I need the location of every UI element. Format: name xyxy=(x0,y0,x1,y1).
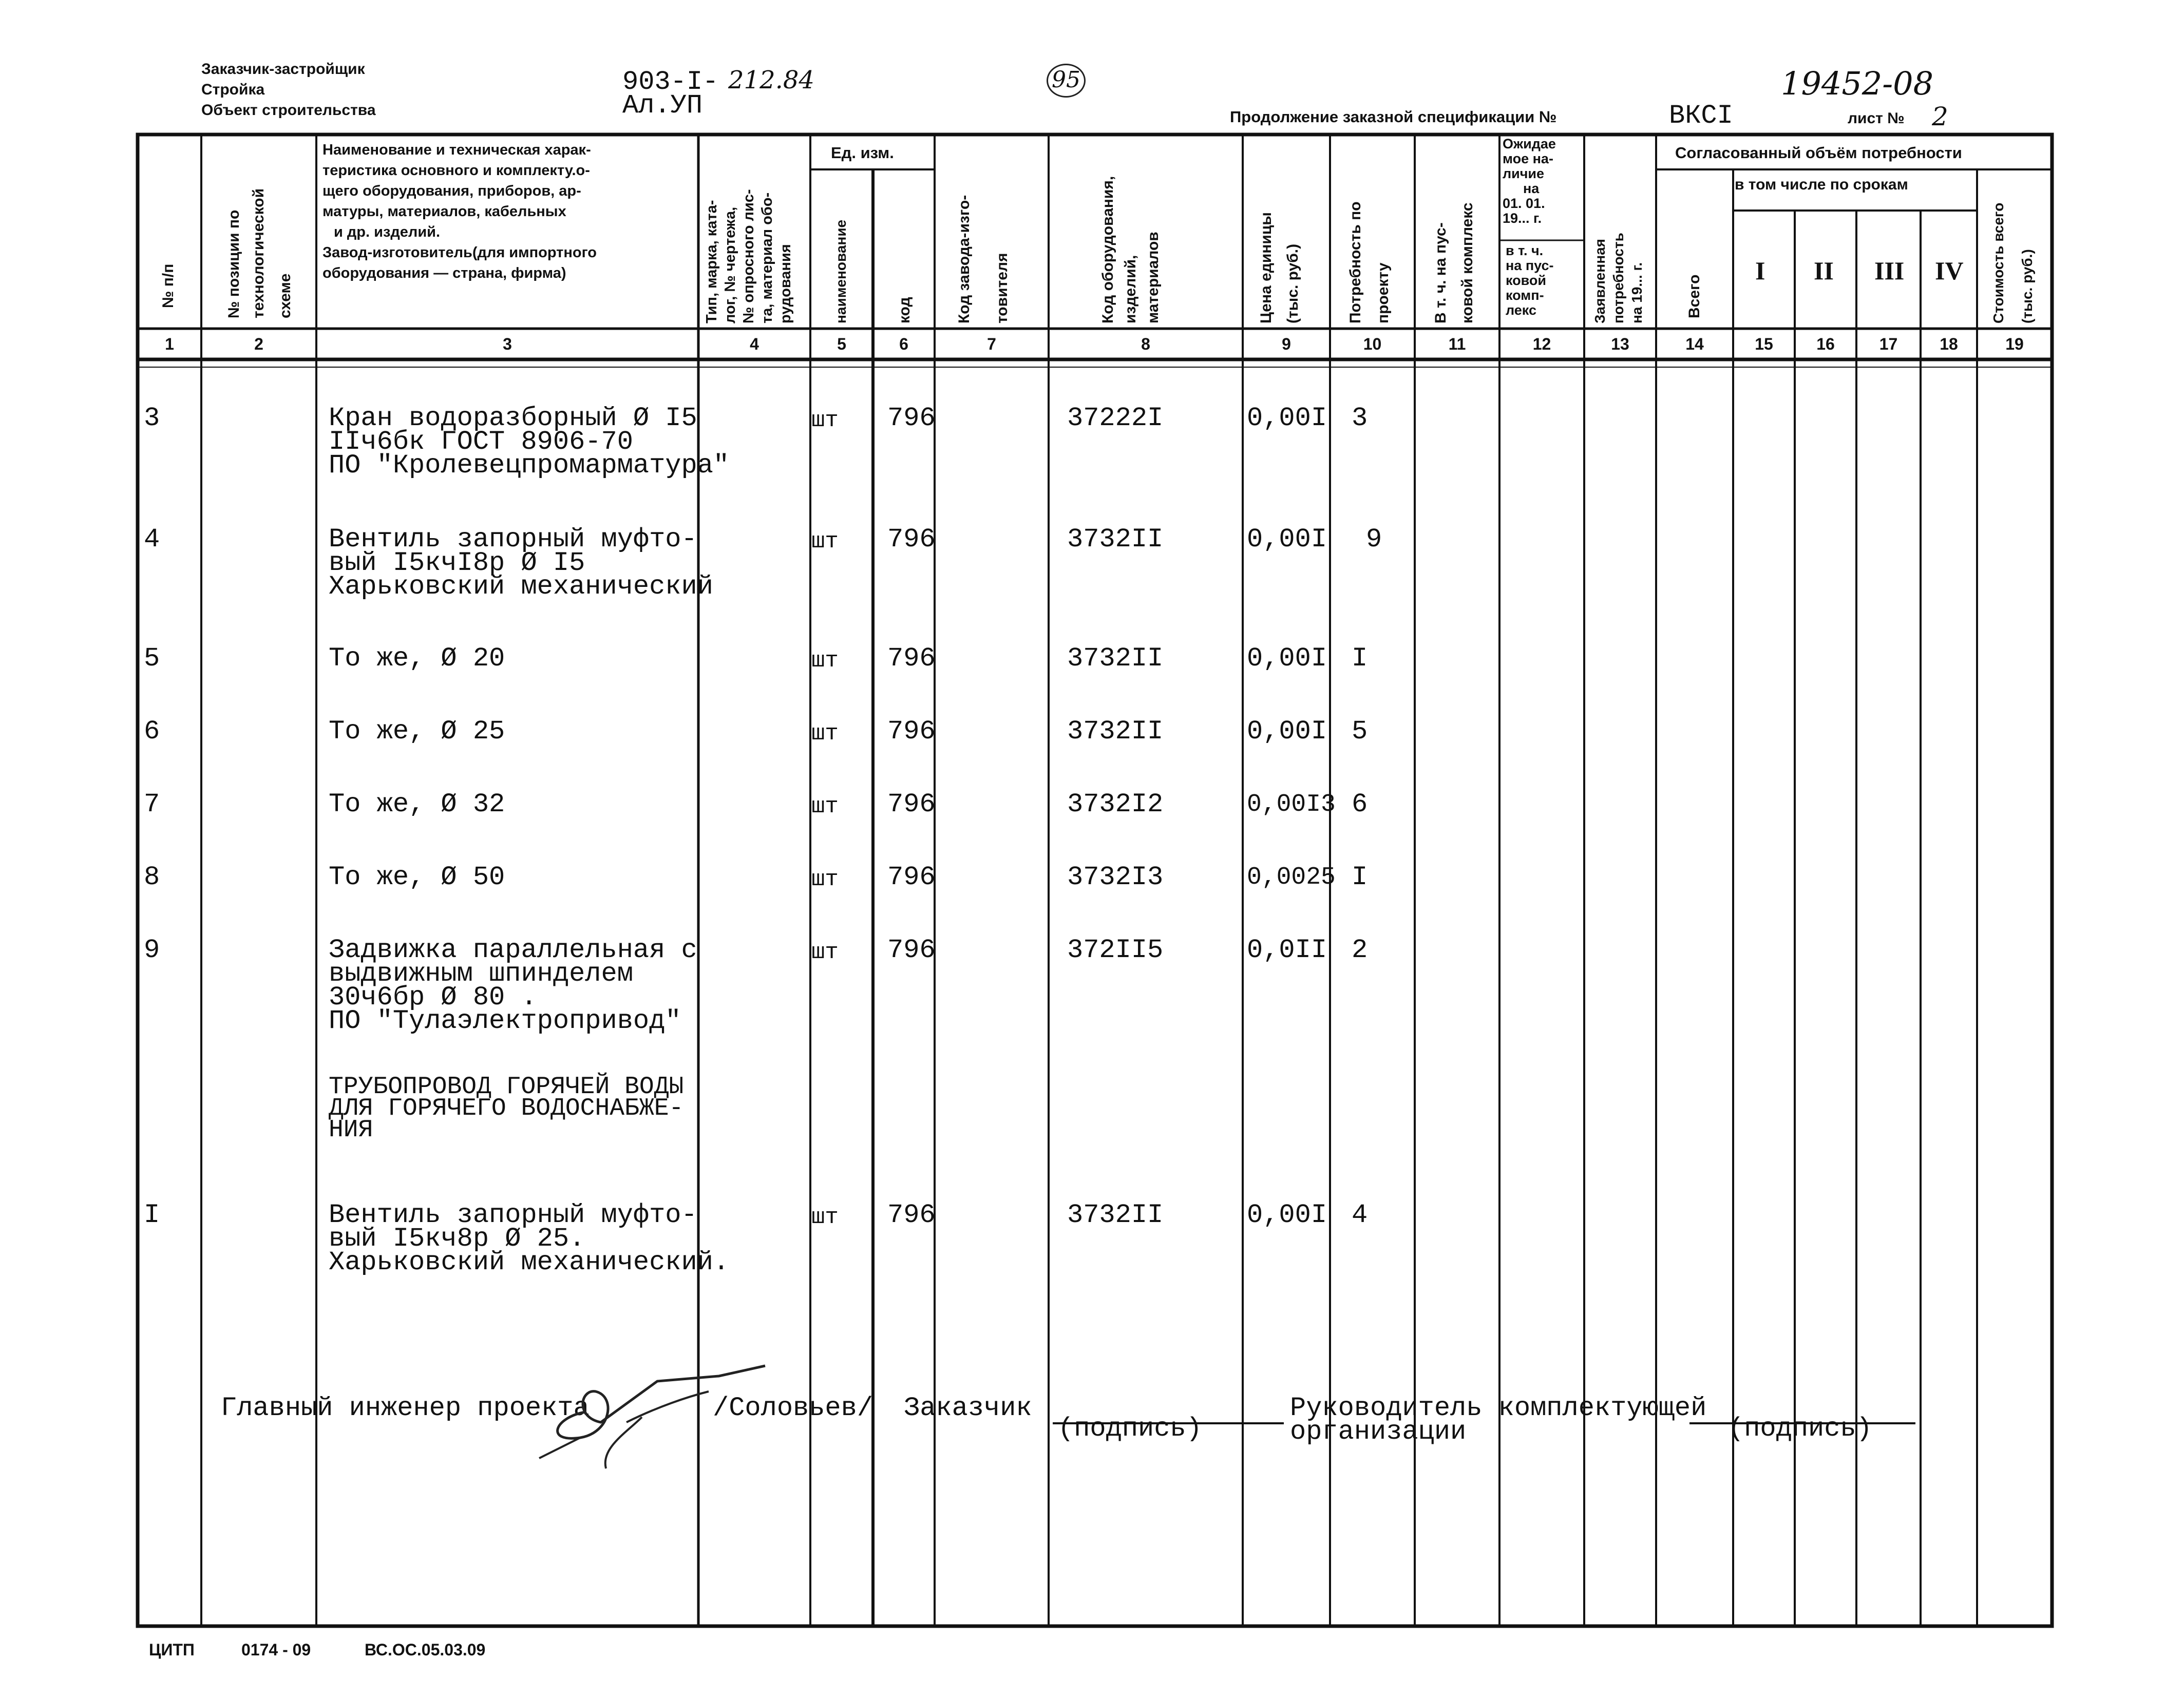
by-terms-header: в том числе по срокам xyxy=(1735,176,1908,193)
project-need: I xyxy=(1352,643,1368,674)
col-number: 10 xyxy=(1363,335,1382,353)
equipment-code: 372II5 xyxy=(1067,935,1164,965)
col-6-header: код xyxy=(896,297,913,323)
unit-name: шт xyxy=(811,648,839,674)
project-need: 5 xyxy=(1352,716,1368,747)
unit-price: 0,00I xyxy=(1247,1200,1327,1230)
project-need: 3 xyxy=(1352,403,1368,433)
col-7-header-a: Код завода-изго- xyxy=(956,195,973,323)
col-13-header-b: потребность xyxy=(1610,233,1626,323)
footer-code-1: 0174 - 09 xyxy=(241,1640,311,1659)
equipment-code: 37222I xyxy=(1067,403,1164,433)
row-number: 4 xyxy=(144,524,160,555)
col-5-header: наименование xyxy=(833,219,849,323)
unit-price: 0,00I xyxy=(1247,524,1327,555)
unit-price: 0,00I xyxy=(1247,716,1327,747)
agreed-group-header: Согласованный объём потребности xyxy=(1675,144,1962,162)
col-12-header: Ожидае мое на- личие на 01. 01. 19... г. xyxy=(1503,136,1556,226)
project-need: 9 xyxy=(1366,524,1382,555)
col-number: 16 xyxy=(1816,335,1835,353)
unit-code: 796 xyxy=(887,862,936,892)
item-description: То же, Ø 25 xyxy=(329,716,505,747)
project-need: 6 xyxy=(1352,789,1368,819)
unit-price: 0,0II xyxy=(1247,935,1327,965)
unit-name: шт xyxy=(811,794,839,819)
unit-code: 796 xyxy=(887,716,936,747)
project-need: I xyxy=(1352,862,1368,892)
unit-name: шт xyxy=(811,1205,839,1230)
col-11-header-b: ковой комплекс xyxy=(1459,202,1476,323)
col-11-header-a: В т. ч. на пус- xyxy=(1432,222,1449,323)
head-label: Руководитель комплектующей организации xyxy=(1290,1393,1707,1447)
unit-name: шт xyxy=(811,408,839,433)
col-number: 15 xyxy=(1755,335,1773,353)
col-4-header-b: лог, № чертежа, xyxy=(722,206,738,323)
col-number: 1 xyxy=(165,335,174,353)
col-3-header: Наименование и техническая харак- теристика основного и комплекту.о- щего оборудования, приборов, ар- матуры, материалов, кабельных и др. изделий. Завод-изготовитель(для импортного оборудования — страна, фирма) xyxy=(322,142,597,281)
col-18-header: IV xyxy=(1935,256,1964,285)
unit-name: шт xyxy=(811,721,839,747)
col-2-header-a: № позиции по xyxy=(225,209,242,318)
col-number: 5 xyxy=(837,335,846,353)
chief-engineer-label: Главный инженер проекта xyxy=(221,1393,590,1423)
col-15-header: I xyxy=(1755,256,1765,285)
customer-label-signature: Заказчик xyxy=(904,1393,1032,1423)
col-2-header-b: технологической xyxy=(250,188,267,318)
col-9-header-b: (тыс. руб.) xyxy=(1284,243,1301,323)
unit-price: 0,00I3 xyxy=(1247,791,1336,818)
item-description: То же, Ø 32 xyxy=(329,789,505,819)
col-4-header-e: рудования xyxy=(777,244,794,323)
col-number: 11 xyxy=(1448,335,1466,353)
col-10-header-b: проекту xyxy=(1375,262,1392,323)
item-description: То же, Ø 20 xyxy=(329,643,505,674)
col-13-header-c: на 19... г. xyxy=(1629,262,1645,323)
sheet-label: лист № xyxy=(1848,110,1905,127)
col-4-header-c: № опросного лис- xyxy=(740,189,757,323)
col-number: 14 xyxy=(1685,335,1704,353)
col-17-header: III xyxy=(1874,256,1905,285)
spec-number: ВКСI xyxy=(1669,101,1733,131)
col-number: 13 xyxy=(1611,335,1629,353)
unit-code: 796 xyxy=(887,935,936,965)
col-19-header-a: Стоимость всего xyxy=(1990,202,2006,323)
unit-price: 0,00I xyxy=(1247,403,1327,433)
equipment-code: 3732II xyxy=(1067,524,1164,555)
equipment-code: 3732II xyxy=(1067,716,1164,747)
col-14-header: Всего xyxy=(1686,274,1703,318)
row-number: 5 xyxy=(144,643,160,674)
col-number: 17 xyxy=(1879,335,1898,353)
footer-org: ЦИТП xyxy=(149,1640,195,1659)
project-code: 903-I- xyxy=(622,67,719,97)
col-4-header-a: Тип, марка, ката- xyxy=(704,200,720,323)
item-description: Задвижка параллельная с выдвижным шпинделем 30ч6бр Ø 80 . ПО "Тулаэлектропривод" xyxy=(329,935,697,1036)
col-number: 18 xyxy=(1940,335,1958,353)
construction-label: Стройка xyxy=(201,81,265,98)
col-12-subheader: в т. ч. на пус- ковой комп- лекс xyxy=(1506,243,1554,318)
col-number: 6 xyxy=(899,335,908,353)
unit-name: шт xyxy=(811,867,839,892)
col-10-header-a: Потребность по xyxy=(1347,201,1364,323)
unit-code: 796 xyxy=(887,1200,936,1230)
col-7-header-b: товителя xyxy=(994,253,1011,323)
sheet-number: 2 xyxy=(1932,102,1948,131)
unit-name: шт xyxy=(811,940,839,965)
equipment-code: 3732II xyxy=(1067,1200,1164,1230)
col-number: 12 xyxy=(1532,335,1551,353)
unit-group-header: Ед. изм. xyxy=(831,144,894,162)
col-2-header-c: схеме xyxy=(277,273,294,318)
col-8-header-c: материалов xyxy=(1145,232,1162,323)
doc-number: 19452-08 xyxy=(1781,65,1934,102)
unit-price: 0,0025 xyxy=(1247,864,1336,891)
spec-title: Продолжение заказной спецификации № xyxy=(1230,108,1557,126)
col-number: 19 xyxy=(2005,335,2024,353)
row-number: 7 xyxy=(144,789,160,819)
col-number: 9 xyxy=(1282,335,1291,353)
project-need: 4 xyxy=(1352,1200,1368,1230)
col-number: 8 xyxy=(1141,335,1150,353)
item-description: Вентиль запорный муфто- вый I5кч8р Ø 25. Харьковский механический. xyxy=(329,1200,730,1277)
unit-code: 796 xyxy=(887,789,936,819)
row-number: 6 xyxy=(144,716,160,747)
col-13-header-a: Заявленная xyxy=(1592,238,1608,323)
col-number: 2 xyxy=(254,335,263,353)
row-number: 9 xyxy=(144,935,160,965)
col-1-header: № п/п xyxy=(160,263,177,308)
col-19-header-b: (тыс. руб.) xyxy=(2019,249,2035,323)
col-8-header-b: изделий, xyxy=(1122,255,1139,323)
col-number: 3 xyxy=(503,335,512,353)
footer-code-2: ВС.ОС.05.03.09 xyxy=(365,1640,486,1659)
signature-caption: (подпись) xyxy=(1728,1414,1872,1444)
unit-code: 796 xyxy=(887,403,936,433)
col-8-header-a: Код оборудования, xyxy=(1099,176,1116,323)
row-number: 8 xyxy=(144,862,160,892)
row-number: I xyxy=(144,1200,160,1230)
object-label: Объект строительства xyxy=(201,102,376,119)
item-description: Вентиль запорный муфто- вый I5кчI8р Ø I5 Харьковский механический xyxy=(329,524,713,602)
item-description: Кран водоразборный Ø I5 IIч6бк ГОСТ 8906-70 ПО "Кролевецпромарматура" xyxy=(329,403,730,481)
col-4-header-d: та, материал обо- xyxy=(759,192,775,323)
row-number: 3 xyxy=(144,403,160,433)
col-16-header: II xyxy=(1814,256,1834,285)
item-description: То же, Ø 50 xyxy=(329,862,505,892)
section-heading: ТРУБОПРОВОД ГОРЯЧЕЙ ВОДЫ ДЛЯ ГОРЯЧЕГО ВОДОСНАБЖЕ- НИЯ xyxy=(329,1073,684,1144)
signature-caption: (подпись) xyxy=(1058,1414,1202,1444)
album: Ал.УП xyxy=(622,90,703,121)
project-code-hand: 212.84 xyxy=(728,66,814,94)
unit-code: 796 xyxy=(887,643,936,674)
col-9-header-a: Цена единицы xyxy=(1258,212,1275,323)
chief-engineer-name: /Соловьев/ xyxy=(713,1393,873,1423)
equipment-code: 3732I2 xyxy=(1067,789,1164,819)
project-need: 2 xyxy=(1352,935,1368,965)
equipment-code: 3732I3 xyxy=(1067,862,1164,892)
page-mark: 95 xyxy=(1047,64,1086,98)
unit-price: 0,00I xyxy=(1247,643,1327,674)
customer-label: Заказчик-застройщик xyxy=(201,61,365,78)
col-number: 7 xyxy=(987,335,996,353)
col-number: 4 xyxy=(750,335,759,353)
unit-code: 796 xyxy=(887,524,936,555)
equipment-code: 3732II xyxy=(1067,643,1164,674)
unit-name: шт xyxy=(811,529,839,555)
